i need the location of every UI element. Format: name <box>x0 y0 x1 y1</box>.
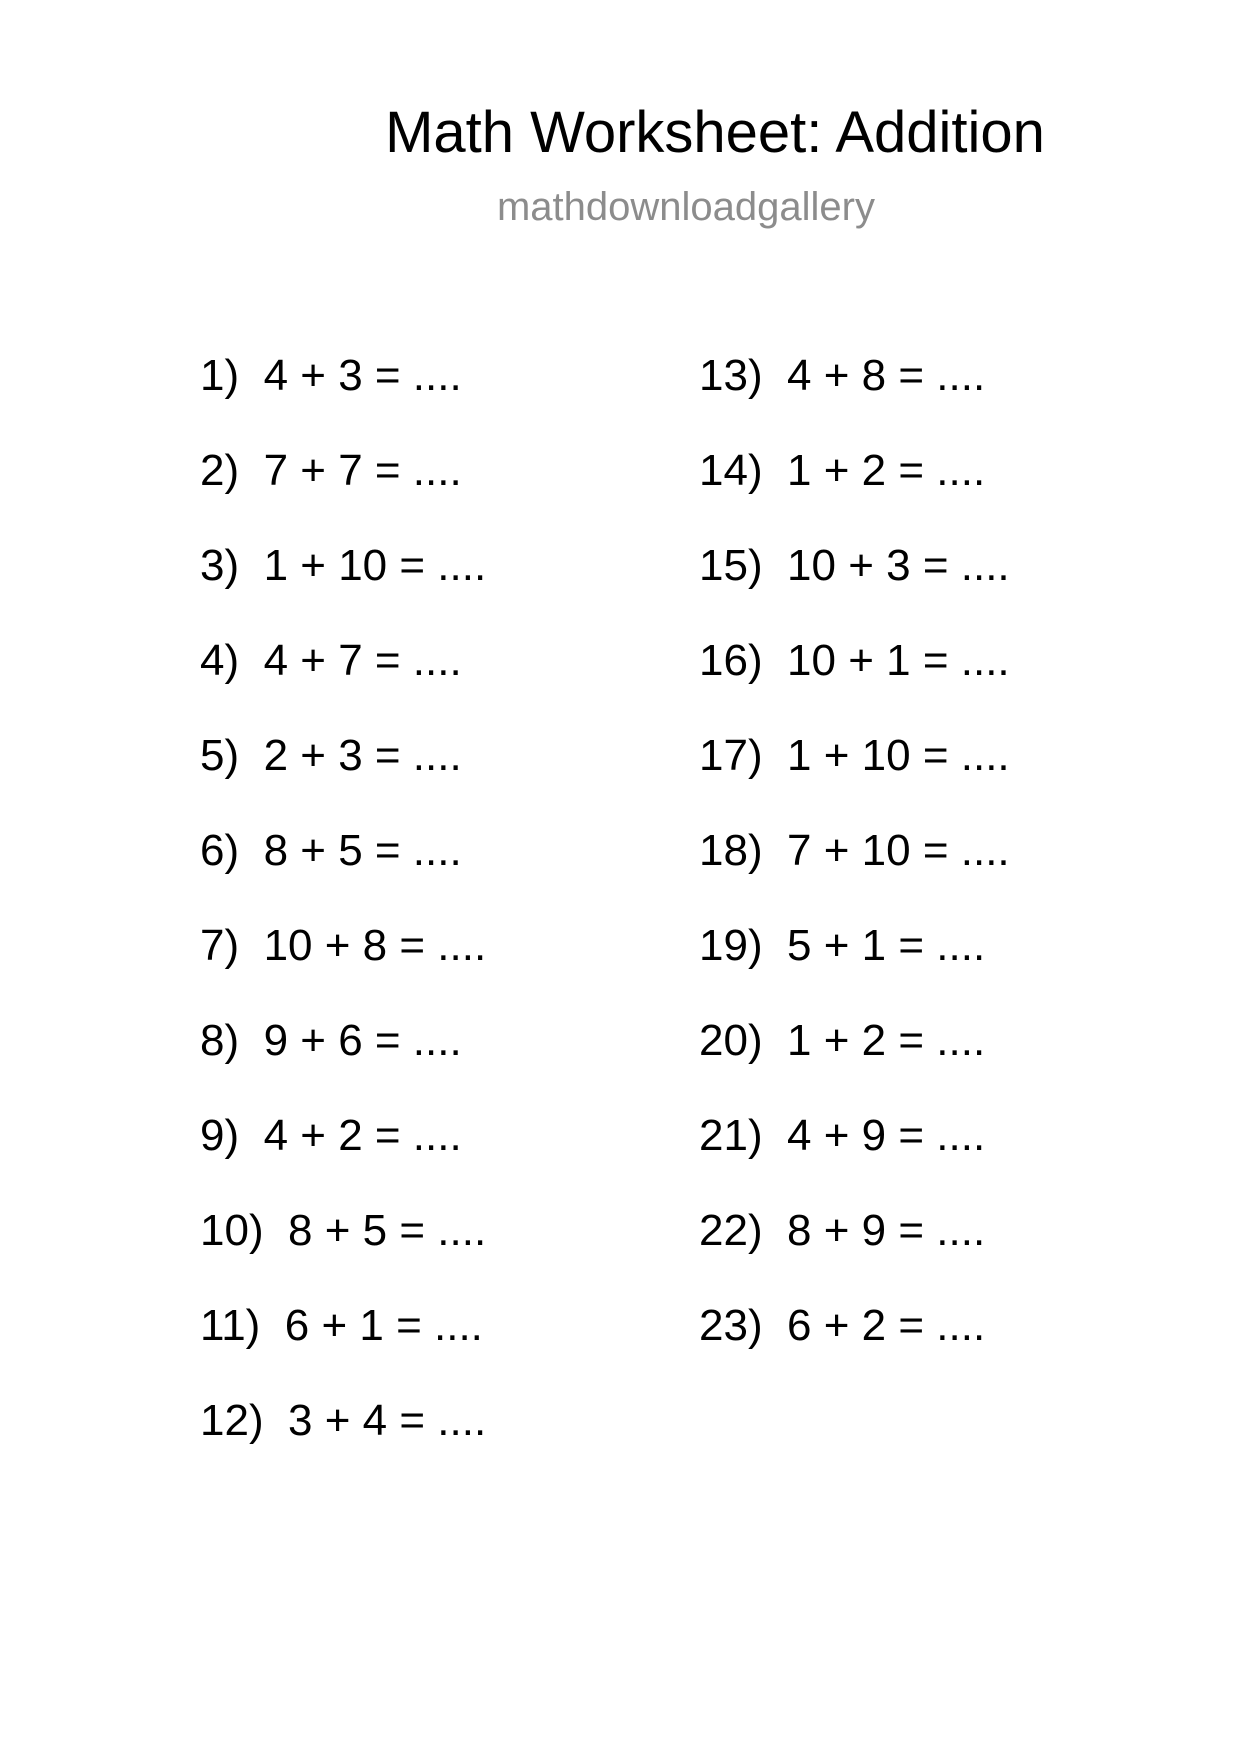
problem-6: 6) 8 + 5 = .... <box>200 826 462 875</box>
problem-3: 3) 1 + 10 = .... <box>200 541 487 590</box>
problem-20: 20) 1 + 2 = .... <box>699 1016 986 1065</box>
problem-16: 16) 10 + 1 = .... <box>699 636 1010 685</box>
problem-2: 2) 7 + 7 = .... <box>200 446 462 495</box>
worksheet-subtitle: mathdownloadgallery <box>496 185 875 229</box>
problems-right-column <box>699 350 1010 1395</box>
problems-left-column <box>200 350 486 1490</box>
problem-11: 11) 6 + 1 = .... <box>200 1301 483 1350</box>
problem-1: 1) 4 + 3 = .... <box>200 351 462 400</box>
problem-18: 18) 7 + 10 = .... <box>699 826 1010 875</box>
problem-12: 12) 3 + 4 = .... <box>200 1396 487 1445</box>
problem-23: 23) 6 + 2 = .... <box>699 1301 986 1350</box>
problem-15: 15) 10 + 3 = .... <box>699 541 1010 590</box>
problem-8: 8) 9 + 6 = .... <box>200 1016 462 1065</box>
problem-21: 21) 4 + 9 = .... <box>699 1111 986 1160</box>
problem-9: 9) 4 + 2 = .... <box>200 1111 462 1160</box>
problem-4: 4) 4 + 7 = .... <box>200 636 462 685</box>
problem-22: 22) 8 + 9 = .... <box>699 1206 986 1255</box>
problem-13: 13) 4 + 8 = .... <box>699 351 986 400</box>
problem-10: 10) 8 + 5 = .... <box>200 1206 487 1255</box>
problem-17: 17) 1 + 10 = .... <box>699 731 1010 780</box>
problem-14: 14) 1 + 2 = .... <box>699 446 986 495</box>
worksheet-title: Math Worksheet: Addition <box>385 100 1045 165</box>
problem-7: 7) 10 + 8 = .... <box>200 921 487 970</box>
problem-19: 19) 5 + 1 = .... <box>699 921 986 970</box>
problem-5: 5) 2 + 3 = .... <box>200 731 462 780</box>
